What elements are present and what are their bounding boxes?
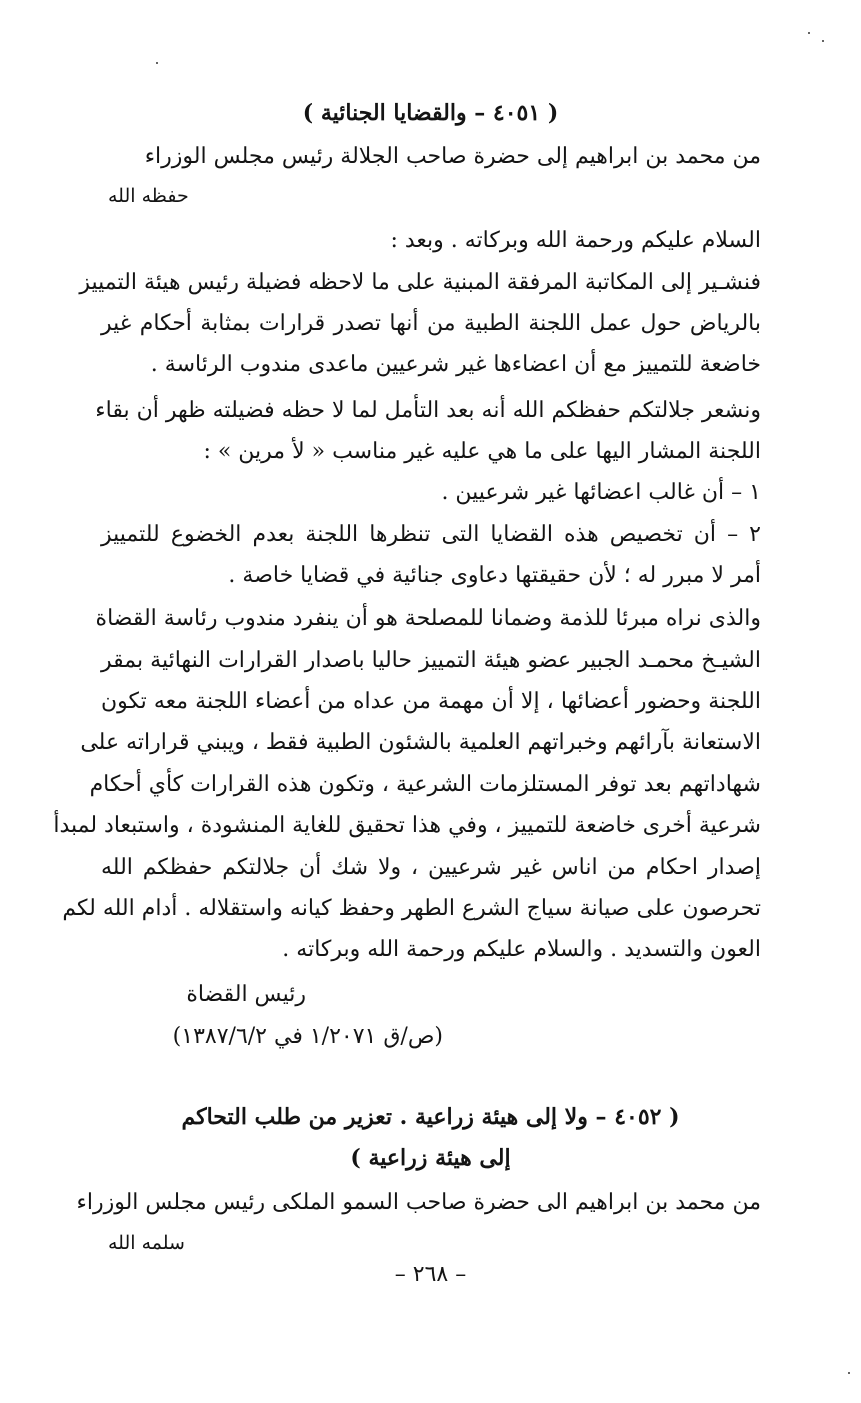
paragraph-line: فنشـير إلى المكاتبة المرفقة المبنية على ما لاحظه فضيلة رئيس هيئة التمييز [79,270,761,295]
list-item-2: ٢ – أن تخصيص هذه القضايا التى تنظرها اللجنة بعدم الخضوع للتمييز [101,522,761,547]
page-number: – ٢٦٨ – [394,1262,467,1287]
list-item-2-cont: أمر لا مبرر له ؛ لأن حقيقتها دعاوى جنائية في قضايا خاصة . [228,563,761,588]
paragraph-line: تحرصون على صيانة سياج الشرع الطهر وحفظ كيانه واستقلاله . أدام الله لكم [62,896,761,921]
section1-heading: ( ٤٠٥١ – والقضايا الجنائية ) [302,100,559,126]
section2-blessing: سلمه الله [108,1232,185,1254]
reference-number: (ص/ق ١/٢٠٧١ في ١٣٨٧/٦/٢) [172,1024,443,1049]
paragraph-line: إصدار احكام من اناس غير شرعيين ، ولا شك أن جلالتكم حفظكم الله [101,855,761,880]
paragraph-line: اللجنة وحضور أعضائها ، إلا أن مهمة من عداه من أعضاء اللجنة معه تكون [101,689,761,714]
scan-speck [156,62,158,64]
list-item-1: ١ – أن غالب اعضائها غير شرعيين . [441,480,761,505]
paragraph-line: الشيـخ محمـد الجبير عضو هيئة التمييز حاليا باصدار القرارات النهائية بمقر [101,648,761,673]
section1-blessing: حفظه الله [108,185,189,207]
paragraph-line: الاستعانة بآرائهم وخبراتهم العلمية بالشئون الطبية فقط ، ويبني قراراته على [80,730,761,755]
paragraph-line: العون والتسديد . والسلام عليكم ورحمة الله وبركاته . [282,937,761,962]
paragraph-line: خاضعة للتمييز مع أن اعضاءها غير شرعيين ماعدى مندوب الرئاسة . [150,352,761,377]
section2-from-line: من محمد بن ابراهيم الى حضرة صاحب السمو الملكى رئيس مجلس الوزراء [76,1190,761,1215]
paragraph-line: ونشعر جلالتكم حفظكم الله أنه بعد التأمل لما لا حظه فضيلته ظهر أن بقاء [95,398,761,423]
scan-speck [848,1372,850,1374]
paragraph-line: بالرياض حول عمل اللجنة الطبية من أنها تصدر قرارات بمثابة أحكام غير [101,311,761,336]
section1-greeting: السلام عليكم ورحمة الله وبركاته . وبعد : [390,228,761,253]
section2-heading: ( ٤٠٥٢ – ولا إلى هيئة زراعية . تعزير من طلب التحاكم [181,1104,680,1130]
paragraph-line: اللجنة المشار اليها على ما هي عليه غير مناسب « لأ مرين » : [203,439,761,464]
signature-title: رئيس القضاة [186,982,306,1007]
paragraph-line: شهاداتهم بعد توفر المستلزمات الشرعية ، وتكون هذه القرارات كأي أحكام [89,772,761,797]
scan-speck [808,32,810,34]
section1-from-line: من محمد بن ابراهيم إلى حضرة صاحب الجلالة رئيس مجلس الوزراء [144,144,761,169]
scan-speck [822,40,824,42]
section2-heading-cont: إلى هيئة زراعية ) [350,1145,511,1171]
paragraph-line: والذى نراه مبرئا للذمة وضمانا للمصلحة هو أن ينفرد مندوب رئاسة القضاة [95,606,761,631]
paragraph-line: شرعية أخرى خاضعة للتمييز ، وفي هذا تحقيق للغاية المنشودة ، واستبعاد لمبدأ [53,813,761,838]
